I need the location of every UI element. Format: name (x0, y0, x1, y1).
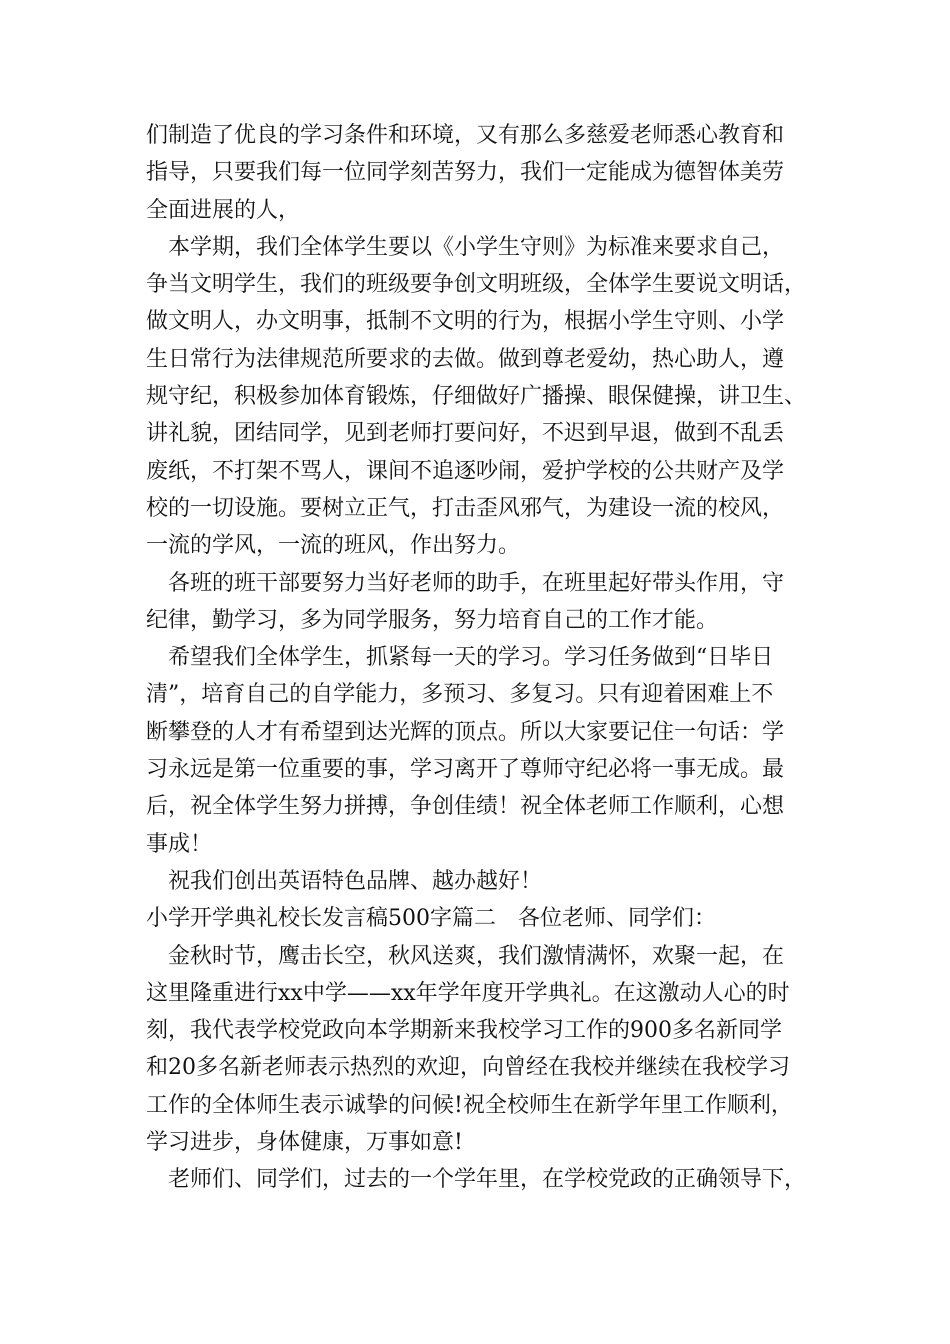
text-line: 废纸，不打架不骂人，课间不追逐吵闹，爱护学校的公共财产及学 (146, 458, 785, 484)
paragraph-start-line: 各班的班干部要努力当好老师的助手，在班里起好带头作用，守 (168, 570, 785, 596)
text-line: 一流的学风，一流的班风，作出努力。 (146, 533, 521, 559)
text-line: 这里隆重进行xx中学——xx年学年度开学典礼。在这激动人心的时 (146, 980, 790, 1006)
text-line: 断攀登的人才有希望到达光辉的顶点。所以大家要记住一句话：学 (146, 719, 785, 745)
text-line: 们制造了优良的学习条件和环境，又有那么多慈爱老师悉心教育和 (146, 123, 785, 148)
text-line: 工作的全体师生表示诚挚的问候!祝全校师生在新学年里工作顺利， (146, 1092, 793, 1118)
text-line: 争当文明学生，我们的班级要争创文明班级，全体学生要说文明话， (146, 272, 807, 298)
text-line: 讲礼貌，团结同学，见到老师打要问好，不迟到早退，做到不乱丢 (146, 421, 785, 447)
paragraph-start-line: 金秋时节，鹰击长空，秋风送爽，我们激情满怀，欢聚一起，在 (168, 943, 785, 969)
section-heading-line: 小学开学典礼校长发言稿500字篇二 各位老师、同学们： (146, 906, 716, 932)
text-line: 全面进展的人， (146, 197, 301, 223)
text-line: 生日常行为法律规范所要求的去做。做到尊老爱幼，热心助人，遵 (146, 346, 785, 372)
paragraph-start-line: 祝我们创出英语特色品牌、越办越好！ (168, 868, 543, 894)
paragraph-start-line: 老师们、同学们，过去的一个学年里，在学校党政的正确领导下， (168, 1167, 807, 1193)
text-line: 习永远是第一位重要的事，学习离开了尊师守纪必将一事无成。最 (146, 757, 785, 783)
paragraph-start-line: 本学期，我们全体学生要以《小学生守则》为标准来要求自己， (168, 234, 785, 260)
document-body (146, 117, 836, 1199)
text-line: 规守纪，积极参加体育锻炼，仔细做好广播操、眼保健操，讲卫生、 (146, 384, 807, 410)
text-line: 刻，我代表学校党政向本学期新来我校学习工作的900多名新同学 (146, 1018, 782, 1044)
text-line: 清”，培育自己的自学能力，多预习、多复习。只有迎着困难上不 (146, 682, 774, 708)
text-line: 事成！ (146, 831, 213, 857)
text-line: 和20多名新老师表示热烈的欢迎，向曾经在我校并继续在我校学习 (146, 1055, 790, 1081)
text-line: 纪律，勤学习，多为同学服务，努力培育自己的工作才能。 (146, 607, 719, 633)
text-line: 学习进步，身体健康，万事如意! (146, 1130, 463, 1156)
paragraph-start-line: 希望我们全体学生，抓紧每一天的学习。学习任务做到“日毕日 (168, 645, 774, 671)
text-line: 做文明人，办文明事，抵制不文明的行为，根据小学生守则、小学 (146, 309, 785, 335)
text-line: 校的一切设施。要树立正气，打击歪风邪气，为建设一流的校风， (146, 495, 785, 521)
text-line: 指导，只要我们每一位同学刻苦努力，我们一定能成为德智体美劳 (146, 160, 785, 186)
text-line: 后，祝全体学生努力拼搏，争创佳绩！祝全体老师工作顺利，心想 (146, 794, 785, 820)
